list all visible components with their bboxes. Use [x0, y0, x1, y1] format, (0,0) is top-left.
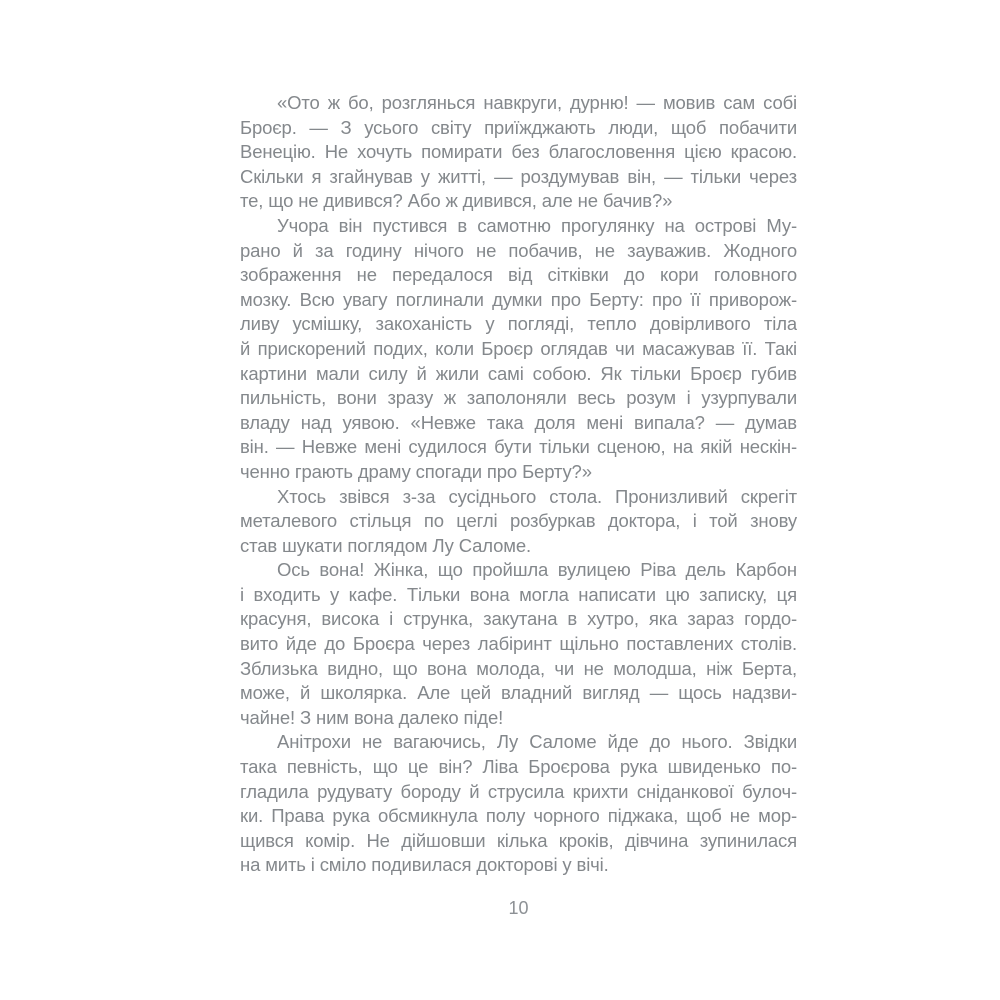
- text-line: і входить у кафе. Тільки вона могла написати цю записку, ця: [240, 583, 797, 605]
- text-line: Анітрохи не вагаючись, Лу Саломе йде до нього. Звідки: [277, 731, 797, 753]
- text-line: на мить і сміло подивилася докторові у вічі.: [240, 854, 609, 876]
- text-line: така певність, що це він? Ліва Броєрова рука швиденько по-: [240, 756, 797, 778]
- text-line: вито йде до Броєра через лабіринт щільно поставлених столів.: [240, 633, 797, 655]
- text-line: картини мали силу й жили самі собою. Як тільки Броєр губив: [240, 362, 797, 384]
- text-line: зображення не передалося від сітківки до кори головного: [240, 264, 797, 286]
- text-line: красуня, висока і струнка, закутана в хутро, яка зараз гордо-: [240, 608, 797, 630]
- text-line: «Ото ж бо, розглянься навкруги, дурню! — мовив сам собі: [277, 92, 797, 113]
- paragraph: [240, 485, 797, 559]
- text-line: мозку. Всю увагу поглинали думки про Берту: про її приворож-: [240, 288, 797, 310]
- text-line: владу над уявою. «Невже така доля мені випала? — думав: [240, 411, 797, 433]
- text-line: Учора він пустився в самотню прогулянку на острові Му-: [277, 214, 797, 236]
- text-line: Ось вона! Жінка, що пройшла вулицею Ріва дель Карбон: [277, 559, 797, 581]
- text-line: гладила рудувату бороду й струсила крихти сніданкової булоч-: [240, 780, 797, 802]
- text-line: став шукати поглядом Лу Саломе.: [240, 534, 531, 556]
- paragraph: [240, 91, 797, 214]
- text-line: ливу усмішку, закоханість у погляді, тепло довірливого тіла: [240, 313, 797, 335]
- text-line: Зблизька видно, що вона молода, чи не молодша, ніж Берта,: [240, 657, 797, 679]
- text-line: Венецію. Не хочуть помирати без благословення цією красою.: [240, 141, 797, 163]
- text-line: ченно грають драму спогади про Берту?»: [240, 460, 592, 482]
- body-text: [240, 91, 797, 878]
- text-line: Скільки я згайнував у житті, — роздумував він, — тільки через: [240, 165, 797, 187]
- paragraph: [240, 730, 797, 878]
- text-line: рано й за годину нічого не побачив, не зауважив. Жодного: [240, 239, 797, 261]
- text-line: ки. Права рука обсмикнула полу чорного піджака, щоб не мор-: [240, 805, 797, 827]
- text-line: Броєр. — З усього світу приїжджають люди, щоб побачити: [240, 116, 797, 138]
- paragraph: [240, 214, 797, 485]
- text-line: щився комір. Не дійшовши кілька кроків, дівчина зупинилася: [240, 829, 797, 851]
- text-line: металевого стільця по цеглі розбуркав доктора, і той знову: [240, 510, 797, 532]
- paragraph: [240, 558, 797, 730]
- text-line: те, що не дивився? Або ж дивився, але не бачив?»: [240, 190, 673, 212]
- text-line: чайне! З ним вона далеко піде!: [240, 706, 504, 728]
- text-line: пильність, вони зразу ж заполоняли весь розум і узурпували: [240, 387, 797, 409]
- text-line: може, й школярка. Але цей владний вигляд — щось надзви-: [240, 682, 797, 704]
- page-number: 10: [508, 898, 529, 918]
- text-line: він. — Невже мені судилося бути тільки сценою, на якій нескін-: [240, 436, 797, 458]
- text-line: Хтось звівся з-за сусіднього стола. Пронизливий скрегіт: [277, 485, 797, 507]
- text-line: й прискорений подих, коли Броєр оглядав чи масажував її. Такі: [240, 337, 797, 359]
